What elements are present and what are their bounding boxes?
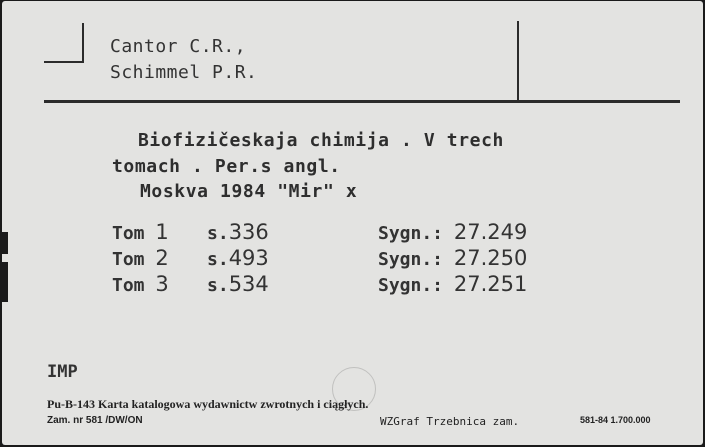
pages-prefix: s.	[207, 249, 229, 270]
volume-number: 3	[155, 272, 169, 296]
pages-prefix: s.	[207, 223, 229, 244]
imp-stamp: IMP	[47, 362, 78, 382]
sygn-label: Sygn.:	[378, 275, 444, 296]
volume-pages-3	[207, 272, 269, 296]
pages-value: 534	[228, 272, 269, 296]
title-mark: x	[345, 181, 358, 202]
footer-form-line: Pu-B-143 Karta katalogowa wydawnictw zwrotnych i ciągłych.	[47, 397, 369, 411]
header-rule	[44, 100, 680, 103]
volume-row-3	[112, 272, 169, 296]
volume-row-1	[112, 220, 169, 244]
volume-number: 1	[155, 220, 169, 244]
corner-mark-vertical	[82, 23, 84, 63]
title-line-2: tomach . Per.s angl.	[112, 156, 341, 177]
volume-sygn-1	[378, 220, 527, 244]
volume-sygn-3	[378, 272, 527, 296]
footer-order-number: Zam. nr 581 /DW/ON	[47, 415, 143, 426]
header-divider-vertical	[517, 21, 519, 101]
edge-mark-top	[0, 232, 8, 254]
footer-print-run: 581-84 1.700.000	[580, 415, 651, 425]
volume-sygn-2	[378, 246, 527, 270]
footer-printer: WZGraf Trzebnica zam.	[380, 415, 520, 428]
pages-value: 493	[228, 246, 269, 270]
volume-pages-1	[207, 220, 269, 244]
title-line-3	[140, 181, 357, 202]
sygn-value: 27.249	[453, 220, 528, 244]
sygn-label: Sygn.:	[378, 249, 444, 270]
volume-row-2	[112, 246, 169, 270]
pages-prefix: s.	[207, 275, 229, 296]
title-line-1: Biofizičeskaja chimija . V trech	[138, 130, 504, 151]
sygn-value: 27.250	[453, 246, 528, 270]
volume-label: Tom	[112, 275, 145, 296]
volume-label: Tom	[112, 249, 145, 270]
pages-value: 336	[228, 220, 269, 244]
sygn-value: 27.251	[453, 272, 528, 296]
volume-number: 2	[155, 246, 169, 270]
corner-mark-horizontal	[44, 61, 84, 63]
sygn-label: Sygn.:	[378, 223, 444, 244]
edge-mark-bottom	[0, 262, 8, 302]
imprint-text: Moskva 1984 "Mir"	[140, 181, 335, 202]
author-2: Schimmel P.R.	[110, 62, 258, 83]
volume-label: Tom	[112, 223, 145, 244]
catalog-card	[2, 1, 703, 445]
author-1: Cantor C.R.,	[110, 36, 247, 57]
volume-pages-2	[207, 246, 269, 270]
